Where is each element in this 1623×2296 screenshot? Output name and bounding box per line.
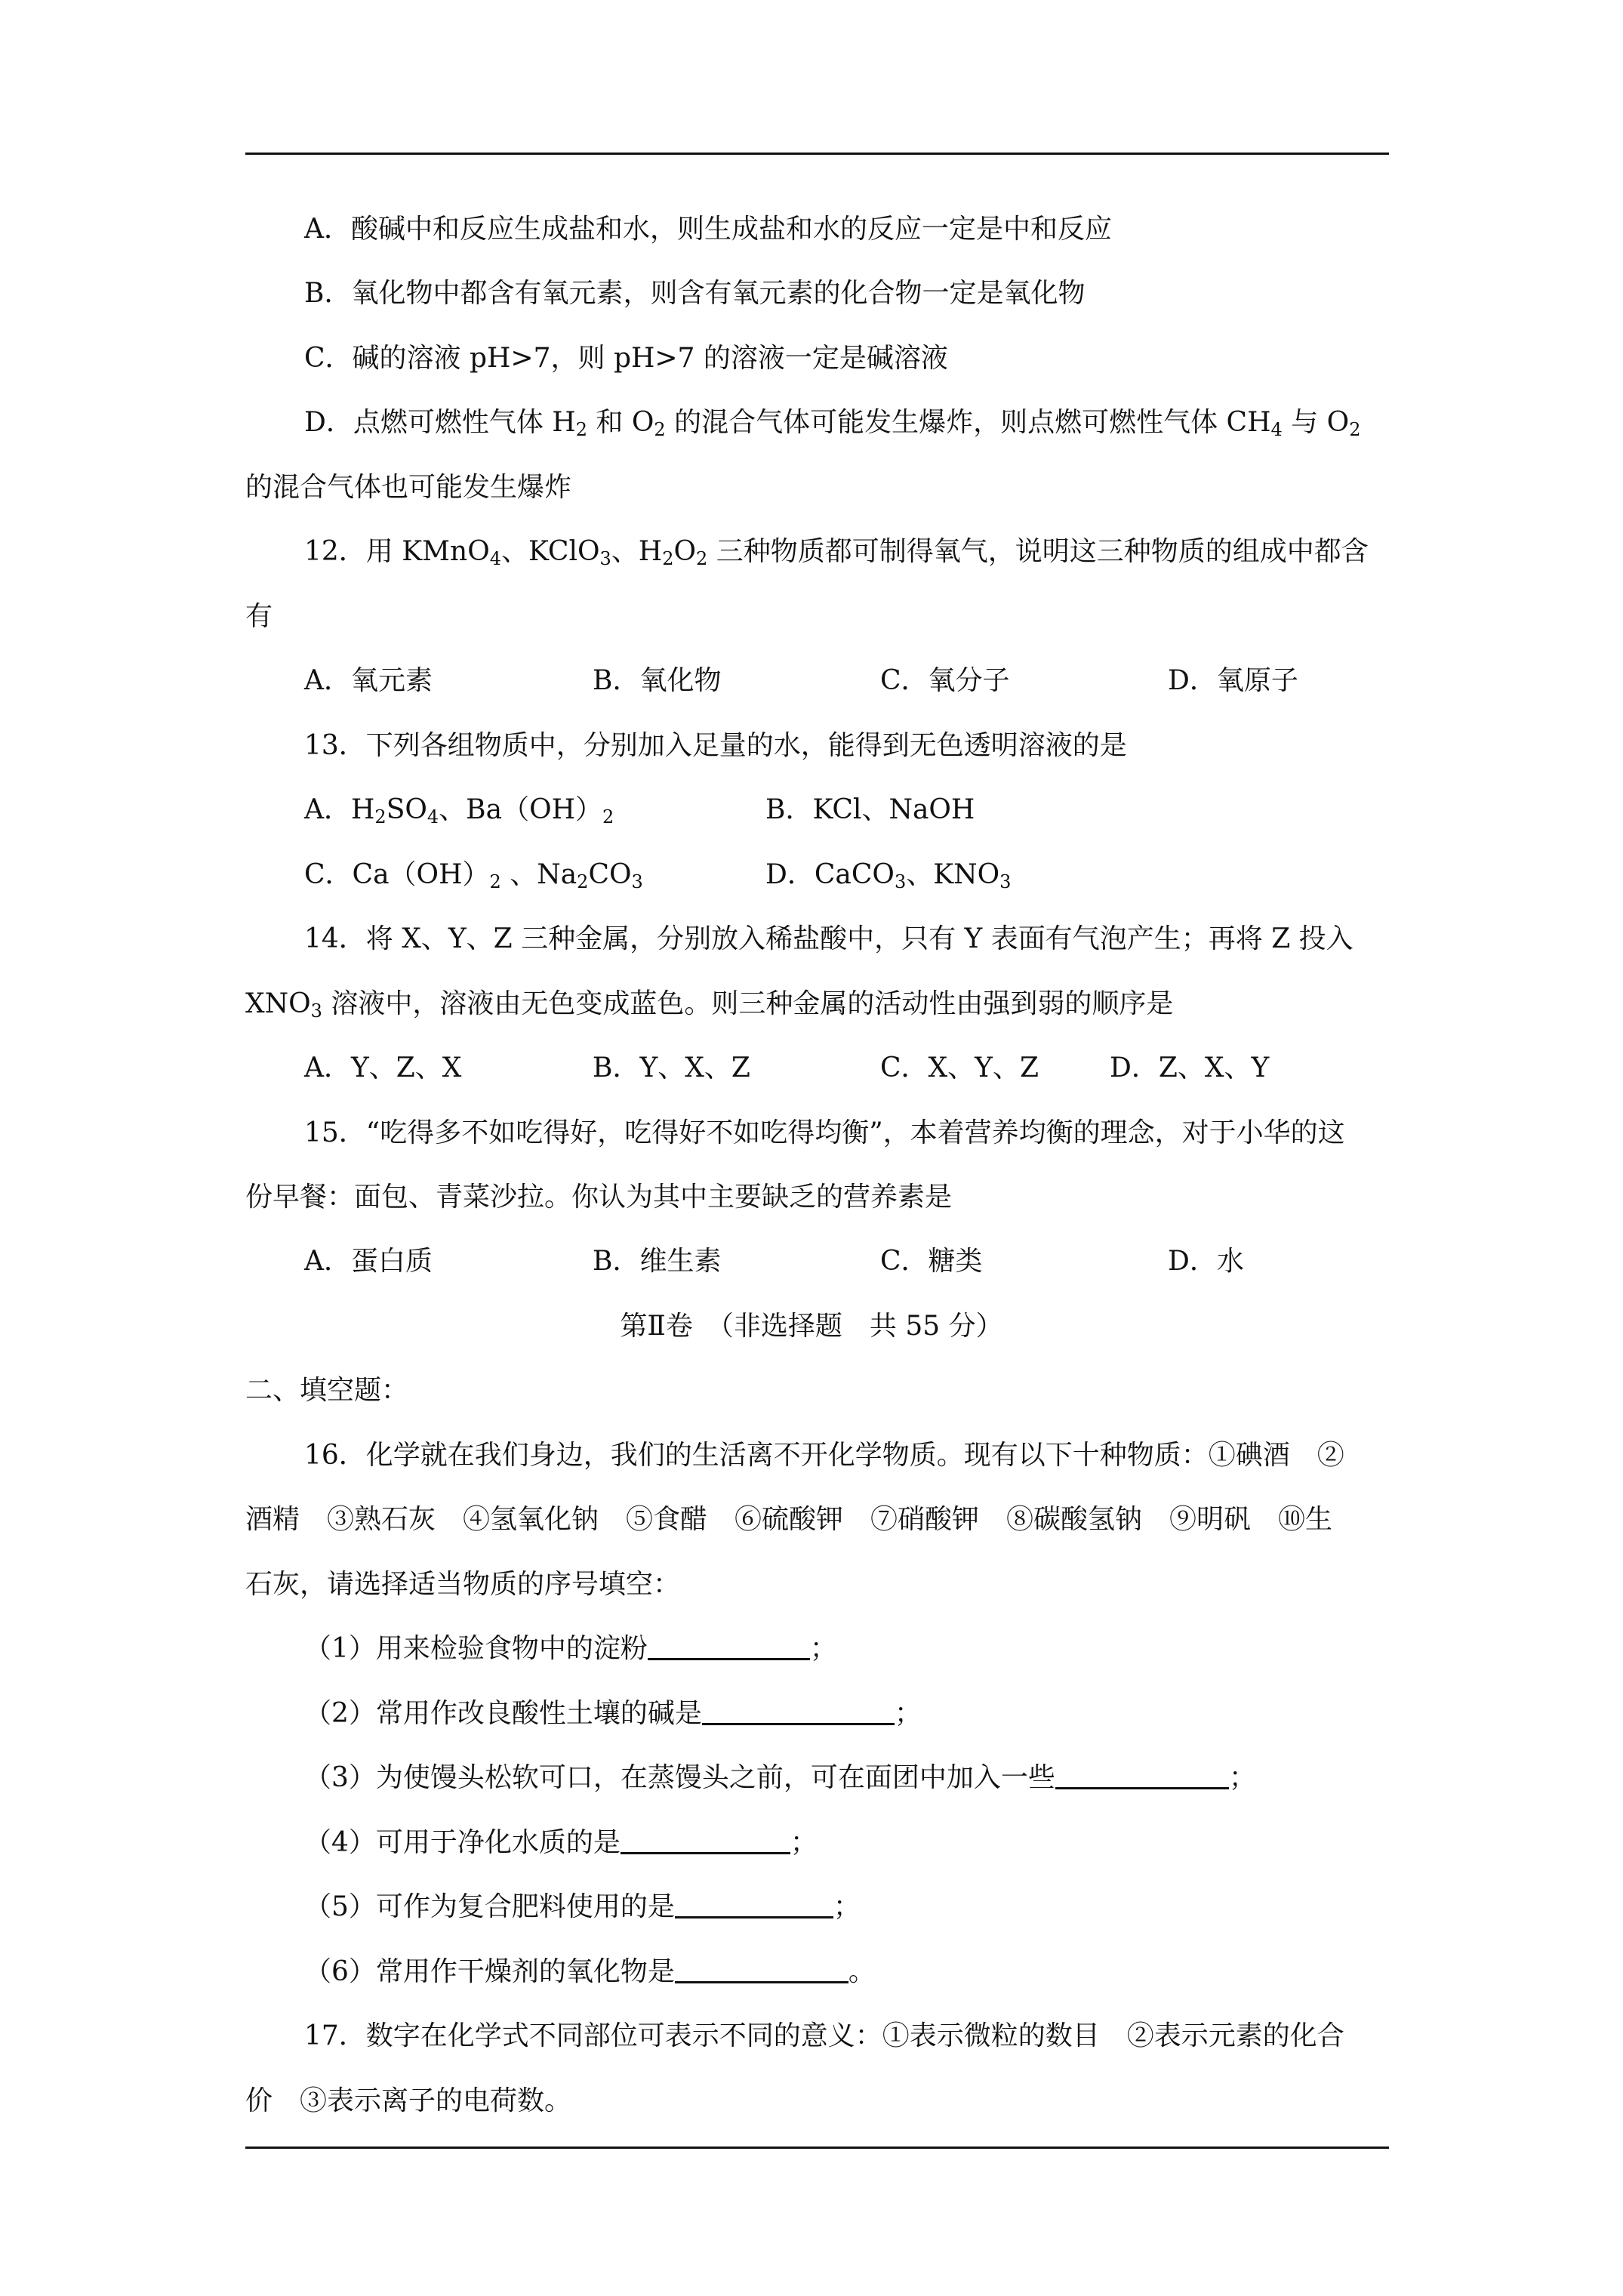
q11-option-a: A．酸碱中和反应生成盐和水，则生成盐和水的反应一定是中和反应: [304, 214, 1112, 245]
q13-option-d: D．CaCO$_3$、$KNO_3$: [765, 859, 1012, 892]
q15-stem: 15．“吃得多不如吃得好，吃得好不如吃得均衡”，本着营养均衡的理念，对于小华的这: [304, 1117, 1345, 1148]
section-fill-in-blank: 二、填空题：: [245, 1375, 409, 1406]
q13-option-a: A．$H_2SO_4$、$Ba(OH)_2$: [304, 794, 614, 827]
q11-option-d: D．点燃可燃性气体 $H_2$ 和 $O_2$ 的混合气体可能发生爆炸，则点燃可燃性气体 $CH_4$ 与 $O_2$: [304, 407, 1361, 440]
answer-blank[interactable]: [648, 1631, 810, 1660]
answer-blank[interactable]: [675, 1889, 833, 1918]
q12-stem: 12．用 KMnO$_4$、KClO$_3$、$H_2O_2$ 三种物质都可制得氧气，说明这三种物质的组成中都含: [304, 536, 1369, 569]
q12-option-a: A．氧元素: [304, 665, 433, 696]
q15-option-b: B．维生素: [593, 1246, 722, 1277]
q12-option-b: B．氧化物: [593, 665, 722, 696]
q14-option-b: B．Y、X、Z: [593, 1052, 750, 1083]
footer-rule: [245, 2147, 1389, 2149]
q16-stem: 16．化学就在我们身边，我们的生活离不开化学物质。现有以下十种物质：①碘酒 ②: [304, 1440, 1344, 1471]
q11-option-b: B．氧化物中都含有氧元素，则含有氧元素的化合物一定是氧化物: [304, 278, 1086, 309]
answer-blank[interactable]: [702, 1696, 895, 1725]
q16-item-1: （1）用来检验食物中的淀粉 ；: [304, 1631, 837, 1667]
q17-stem: 17．数字在化学式不同部位可表示不同的意义：①表示微粒的数目 ②表示元素的化合: [304, 2020, 1344, 2051]
q16-item-5: （5）可作为复合肥料使用的是 ；: [304, 1889, 861, 1925]
q16-item-4: （4）可用于净化水质的是 ；: [304, 1825, 818, 1861]
q14-stem-continued: $XNO_3$ 溶液中，溶液由无色变成蓝色。则三种金属的活动性由强到弱的顺序是: [245, 988, 1174, 1022]
q15-stem-continued: 份早餐：面包、青菜沙拉。你认为其中主要缺乏的营养素是: [245, 1182, 953, 1213]
q14-stem: 14．将 X、Y、Z 三种金属，分别放入稀盐酸中，只有 Y 表面有气泡产生；再将 Z 投入: [304, 923, 1354, 954]
q16-item-2: （2）常用作改良酸性土壤的碱是 ；: [304, 1696, 922, 1732]
q15-option-c: C．糖类: [880, 1246, 983, 1277]
q13-option-c: C．$Ca(OH)_2$ 、$Na_2CO_3$: [304, 859, 643, 892]
answer-blank[interactable]: [621, 1825, 790, 1854]
q14-option-d: D．Z、X、Y: [1110, 1052, 1270, 1083]
q13-stem: 13．下列各组物质中，分别加入足量的水，能得到无色透明溶液的是: [304, 730, 1127, 761]
q12-stem-continued: 有: [245, 601, 273, 632]
q15-option-a: A．蛋白质: [304, 1246, 433, 1277]
q13-option-b: B．KCl、NaOH: [765, 794, 975, 825]
q15-option-d: D．水: [1168, 1246, 1244, 1277]
answer-blank[interactable]: [1055, 1760, 1229, 1789]
q14-option-a: A．Y、Z、X: [304, 1052, 462, 1083]
q17-stem-continued: 价 ③表示离子的电荷数。: [245, 2085, 572, 2116]
q12-option-d: D．氧原子: [1168, 665, 1298, 696]
answer-blank[interactable]: [675, 1954, 848, 1983]
part-two-heading: 第Ⅱ卷 （非选择题 共 55 分）: [620, 1311, 1003, 1342]
q12-option-c: C．氧分子: [880, 665, 1010, 696]
q16-stem-continued-1: 酒精 ③熟石灰 ④氢氧化钠 ⑤食醋 ⑥硫酸钾 ⑦硝酸钾 ⑧碳酸氢钠 ⑨明矾 ⑩生: [245, 1504, 1333, 1535]
q16-stem-continued-2: 石灰，请选择适当物质的序号填空：: [245, 1569, 681, 1600]
q14-option-c: C．X、Y、Z: [880, 1052, 1039, 1083]
header-rule: [245, 153, 1389, 155]
q16-item-6: （6）常用作干燥剂的氧化物是 。: [304, 1954, 876, 1990]
q11-option-d-continued: 的混合气体也可能发生爆炸: [245, 472, 572, 503]
q11-option-c: C．碱的溶液 pH>7，则 pH>7 的溶液一定是碱溶液: [304, 343, 948, 374]
q16-item-3: （3）为使馒头松软可口，在蒸馒头之前，可在面团中加入一些 ；: [304, 1760, 1256, 1796]
